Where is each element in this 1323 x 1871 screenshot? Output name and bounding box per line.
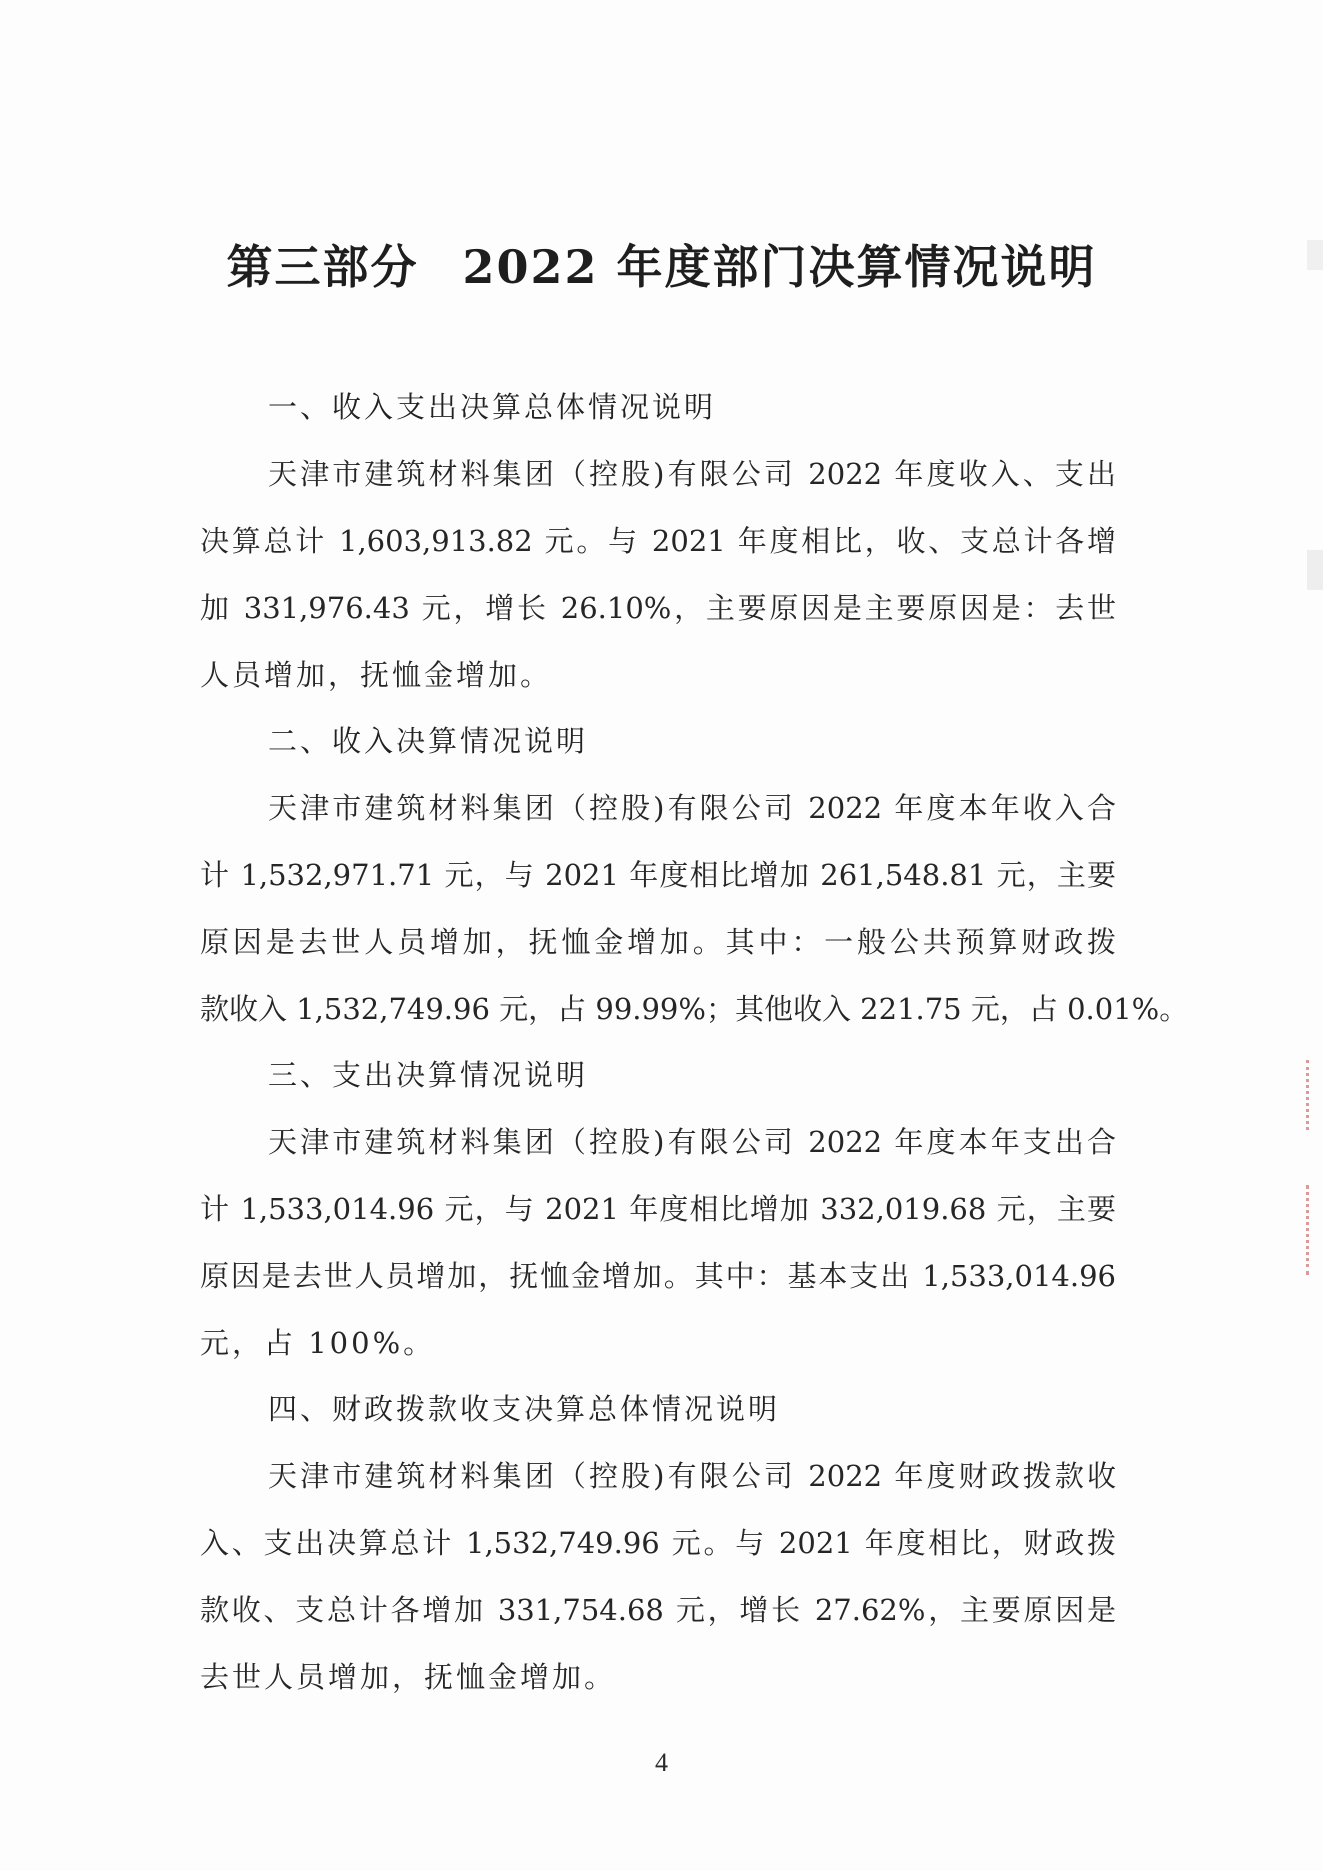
paragraph-line: 天津市建筑材料集团（控股)有限公司 2022 年度本年支出合 <box>268 1125 1116 1159</box>
paragraph-line: 天津市建筑材料集团（控股)有限公司 2022 年度收入、支出 <box>268 457 1116 491</box>
scan-artifact <box>1307 240 1323 270</box>
section-heading-fiscal-appropriation: 四、财政拨款收支决算总体情况说明 <box>268 1392 781 1426</box>
page-number: 4 <box>655 1748 668 1777</box>
section-heading-expenditure: 三、支出决算情况说明 <box>268 1058 589 1092</box>
paragraph-line: 天津市建筑材料集团（控股)有限公司 2022 年度财政拨款收 <box>268 1459 1116 1493</box>
paragraph-line: 入、支出决算总计 1,532,749.96 元。与 2021 年度相比，财政拨 <box>200 1526 1116 1560</box>
paragraph-line: 人员增加，抚恤金增加。 <box>200 658 553 692</box>
paragraph-line: 原因是去世人员增加，抚恤金增加。其中：基本支出 1,533,014.96 <box>200 1259 1116 1293</box>
paragraph-line: 加 331,976.43 元，增长 26.10%，主要原因是主要原因是：去世 <box>200 591 1116 625</box>
paragraph-line: 去世人员增加，抚恤金增加。 <box>200 1660 617 1694</box>
paragraph-line: 天津市建筑材料集团（控股)有限公司 2022 年度本年收入合 <box>268 791 1116 825</box>
scan-artifact <box>1307 550 1323 590</box>
paragraph-line: 计 1,532,971.71 元，与 2021 年度相比增加 261,548.81 元，主要 <box>200 858 1116 892</box>
seal-edge-mark <box>1306 1185 1323 1275</box>
section-heading-income-expenditure-overview: 一、收入支出决算总体情况说明 <box>268 390 717 424</box>
paragraph-line: 原因是去世人员增加，抚恤金增加。其中：一般公共预算财政拨 <box>200 925 1116 959</box>
paragraph-line: 元，占 100%。 <box>200 1326 436 1360</box>
paragraph-line: 计 1,533,014.96 元，与 2021 年度相比增加 332,019.68 元，主要 <box>200 1192 1116 1226</box>
paragraph-line: 决算总计 1,603,913.82 元。与 2021 年度相比，收、支总计各增 <box>200 524 1116 558</box>
section-heading-income: 二、收入决算情况说明 <box>268 724 589 758</box>
title-part: 第三部分 <box>226 240 419 294</box>
seal-edge-mark <box>1306 1060 1323 1130</box>
paragraph-line: 款收入 1,532,749.96 元，占 99.99%；其他收入 221.75 元，占 0.01%。 <box>200 992 1189 1026</box>
paragraph-line: 款收、支总计各增加 331,754.68 元，增长 27.62%，主要原因是 <box>200 1593 1116 1627</box>
title-text: 2022 年度部门决算情况说明 <box>462 240 1097 294</box>
page-title <box>0 237 1323 297</box>
